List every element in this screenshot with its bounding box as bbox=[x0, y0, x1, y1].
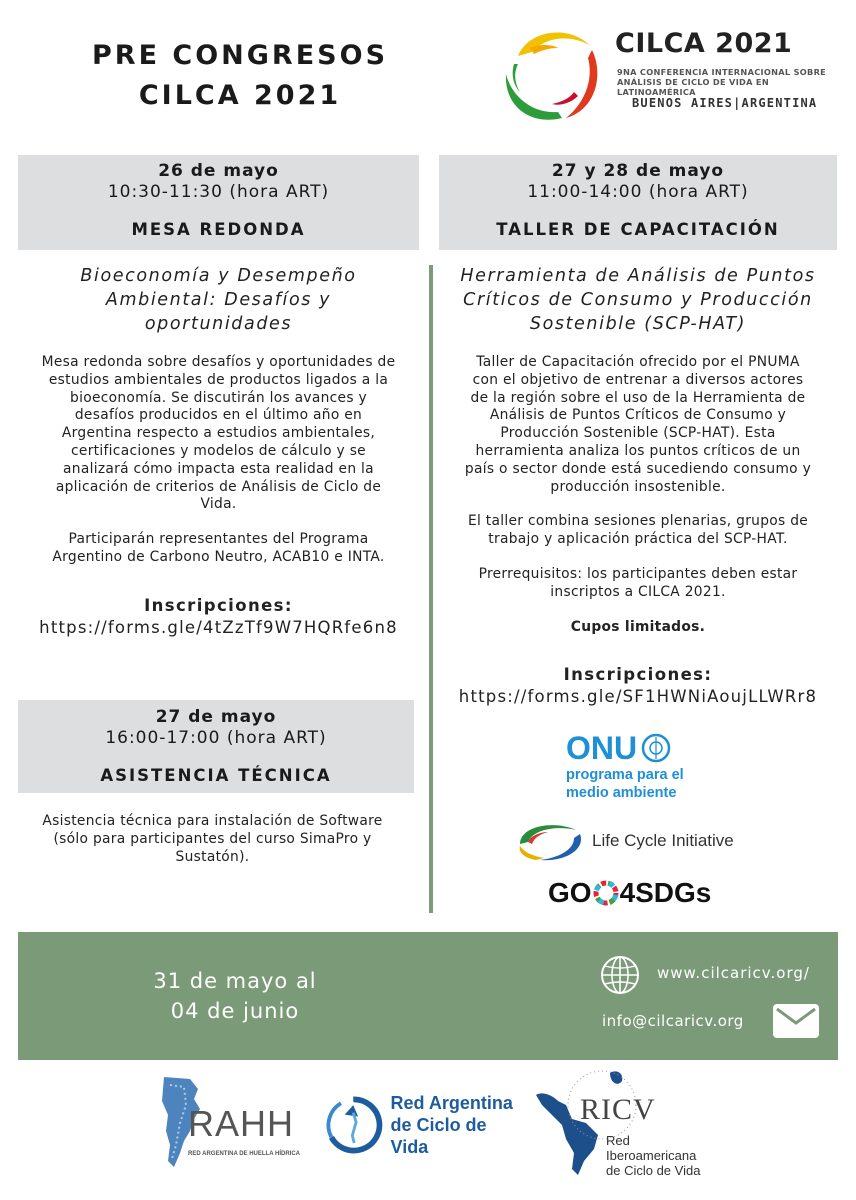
text-line: Producción Sostenible (SCP-HAT). Esta bbox=[500, 425, 776, 442]
text-line: Mesa redonda sobre desafíos y oportunidades de bbox=[41, 354, 396, 370]
asistencia-kind: ASISTENCIA TÉCNICA bbox=[100, 766, 332, 785]
rcv-line-1: Red Argentina bbox=[390, 1093, 513, 1113]
taller-kind: TALLER DE CAPACITACIÓN bbox=[496, 220, 780, 239]
mesa-kind: MESA REDONDA bbox=[131, 220, 306, 239]
asistencia-time: 16:00-17:00 (hora ART) bbox=[105, 728, 327, 748]
taller-subtitle-line-2: Críticos de Consumo y Producción bbox=[463, 290, 813, 310]
red-argentina-ciclo-de-vida-logo bbox=[322, 1090, 522, 1160]
text-line: Análisis de Puntos Críticos de Consumo y bbox=[489, 407, 787, 424]
mesa-time: 10:30-11:30 (hora ART) bbox=[107, 182, 330, 202]
text-line: certificaciones y modelos de cálculo y se bbox=[71, 442, 366, 459]
text-line: trabajo y aplicación práctica del SCP-HAT. bbox=[488, 531, 788, 548]
onu-pnuma-logo bbox=[566, 730, 706, 810]
text-line: producción insostenible. bbox=[550, 478, 726, 495]
globe-icon bbox=[600, 955, 640, 995]
rahh-tagline: RED ARGENTINA DE HUELLA HÍDRICA bbox=[188, 1151, 300, 1157]
text-line: Participarán representantes del Programa bbox=[68, 531, 369, 548]
go4sdgs-logo bbox=[548, 873, 718, 913]
footer-dates-line-1: 31 de mayo al bbox=[153, 969, 317, 993]
text-line: Sustatón). bbox=[175, 848, 250, 865]
text-line: de la región sobre el uso de la Herramienta de bbox=[470, 389, 806, 406]
cilca-ring-logo bbox=[500, 18, 600, 126]
text-line: Vida. bbox=[200, 496, 237, 513]
taller-header bbox=[439, 155, 837, 250]
text-line: Argentino de Carbono Neutro, ACAB10 e INTA. bbox=[52, 548, 385, 565]
envelope-icon bbox=[772, 1003, 820, 1039]
onu-wordmark: ONU bbox=[566, 730, 638, 766]
text-line: analizará cómo impacta esta realidad en la bbox=[63, 460, 374, 477]
cilca-logo-city: BUENOS AIRES|ARGENTINA bbox=[632, 96, 818, 110]
title-line-2: CILCA 2021 bbox=[138, 80, 342, 111]
title-line-1: PRE CONGRESOS bbox=[91, 40, 389, 71]
text-line: inscriptos a CILCA 2021. bbox=[550, 583, 726, 600]
mesa-paragraph-1 bbox=[10, 354, 427, 514]
ricv-line-1: Red Iberoamericana bbox=[606, 1133, 697, 1163]
taller-inscripciones-label: Inscripciones: bbox=[563, 665, 713, 684]
mesa-inscripciones-label: Inscripciones: bbox=[144, 596, 293, 615]
taller-inscripciones bbox=[436, 664, 840, 708]
asistencia-date: 27 de mayo bbox=[155, 707, 277, 727]
taller-cupos: Cupos limitados. bbox=[570, 618, 706, 635]
footer-dates bbox=[130, 966, 340, 1026]
text-line: desafíos producidos en el último año en bbox=[74, 407, 363, 424]
text-line: estudios ambientales de productos ligados a la bbox=[48, 371, 389, 388]
taller-subtitle-line-1: Herramienta de Análisis de Puntos bbox=[460, 266, 816, 286]
mesa-subtitle-line-3: oportunidades bbox=[144, 314, 293, 334]
ricv-logo bbox=[532, 1065, 722, 1180]
mesa-redonda-header bbox=[18, 155, 419, 250]
text-line: país o sector donde está sucediendo consumo y bbox=[464, 460, 812, 477]
taller-paragraph-3 bbox=[436, 566, 840, 602]
onu-line-1: programa para el bbox=[566, 767, 684, 783]
go4-prefix: GO bbox=[548, 877, 592, 908]
email-link[interactable]: info@cilcaricv.org bbox=[602, 1012, 744, 1030]
ricv-wordmark: RICV bbox=[580, 1093, 656, 1126]
mesa-description bbox=[10, 354, 427, 584]
text-line: Taller de Capacitación ofrecido por el PNUMA bbox=[476, 354, 800, 370]
cilca-logo-title: CILCA 2021 bbox=[615, 28, 793, 59]
column-divider bbox=[429, 265, 433, 913]
text-line: Argentina respecto a estudios ambientales, bbox=[61, 425, 376, 442]
taller-paragraph-2 bbox=[436, 513, 840, 549]
mesa-inscripciones-link[interactable]: https://forms.gle/4tZzTf9W7HQRfe6n8 bbox=[39, 618, 398, 637]
text-line: bioeconomía. Se discutirán los avances y bbox=[70, 389, 367, 406]
rcv-line-2: de Ciclo de Vida bbox=[390, 1115, 487, 1157]
rahh-wordmark: RAHH bbox=[188, 1103, 295, 1144]
mesa-date: 26 de mayo bbox=[158, 161, 279, 181]
life-cycle-ring-icon bbox=[514, 816, 586, 866]
cilca-subtitle-line-1: 9NA CONFERENCIA INTERNACIONAL SOBRE bbox=[617, 67, 827, 77]
taller-subtitle bbox=[440, 264, 836, 336]
taller-time: 11:00-14:00 (hora ART) bbox=[527, 182, 749, 202]
text-line: Prerrequisitos: los participantes deben estar bbox=[478, 565, 798, 582]
cilca-subtitle-line-2: ANÁLISIS DE CICLO DE VIDA EN LATINOAMÉRICA bbox=[617, 77, 769, 97]
taller-paragraph-1 bbox=[436, 354, 840, 496]
taller-inscripciones-link[interactable]: https://forms.gle/SF1HWNiAoujLLWRr8 bbox=[458, 687, 818, 706]
text-line: herramienta analiza los puntos críticos de un bbox=[475, 442, 801, 459]
sdg-wheel-icon bbox=[593, 880, 619, 906]
un-emblem-icon bbox=[641, 733, 671, 763]
cycle-arrows-icon bbox=[322, 1092, 385, 1158]
text-line: (sólo para participantes del curso SimaPro y bbox=[53, 830, 372, 847]
go4-suffix: 4SDGs bbox=[619, 877, 712, 908]
mesa-subtitle-line-2: Ambiental: Desafíos y bbox=[105, 290, 332, 310]
lci-label: Life Cycle Initiative bbox=[592, 831, 734, 850]
text-line: aplicación de criterios de Análisis de Ciclo de bbox=[55, 478, 382, 495]
page-title bbox=[40, 36, 440, 116]
text-line: Asistencia técnica para instalación de Software bbox=[42, 813, 383, 829]
text-line: El taller combina sesiones plenarias, grupos de bbox=[467, 513, 809, 530]
taller-date: 27 y 28 de mayo bbox=[551, 161, 725, 181]
cilca-logo-subtitle bbox=[617, 67, 827, 97]
life-cycle-initiative-logo bbox=[514, 816, 744, 866]
asistencia-header bbox=[18, 700, 414, 793]
footer-dates-line-2: 04 de junio bbox=[170, 999, 300, 1023]
rahh-logo bbox=[150, 1075, 310, 1175]
onu-line-2: medio ambiente bbox=[566, 785, 677, 801]
asistencia-description bbox=[10, 813, 415, 866]
mesa-inscripciones bbox=[10, 595, 427, 639]
website-link[interactable]: www.cilcaricv.org/ bbox=[657, 964, 810, 982]
taller-description bbox=[436, 354, 840, 653]
ricv-line-2: de Ciclo de Vida bbox=[606, 1163, 701, 1178]
text-line: con el objetivo de entrenar a diversos actores bbox=[472, 371, 804, 388]
mesa-subtitle-line-1: Bioeconomía y Desempeño bbox=[80, 266, 357, 286]
mesa-subtitle bbox=[18, 264, 419, 336]
mesa-paragraph-2 bbox=[10, 531, 427, 567]
taller-subtitle-line-3: Sostenible (SCP-HAT) bbox=[529, 314, 747, 334]
